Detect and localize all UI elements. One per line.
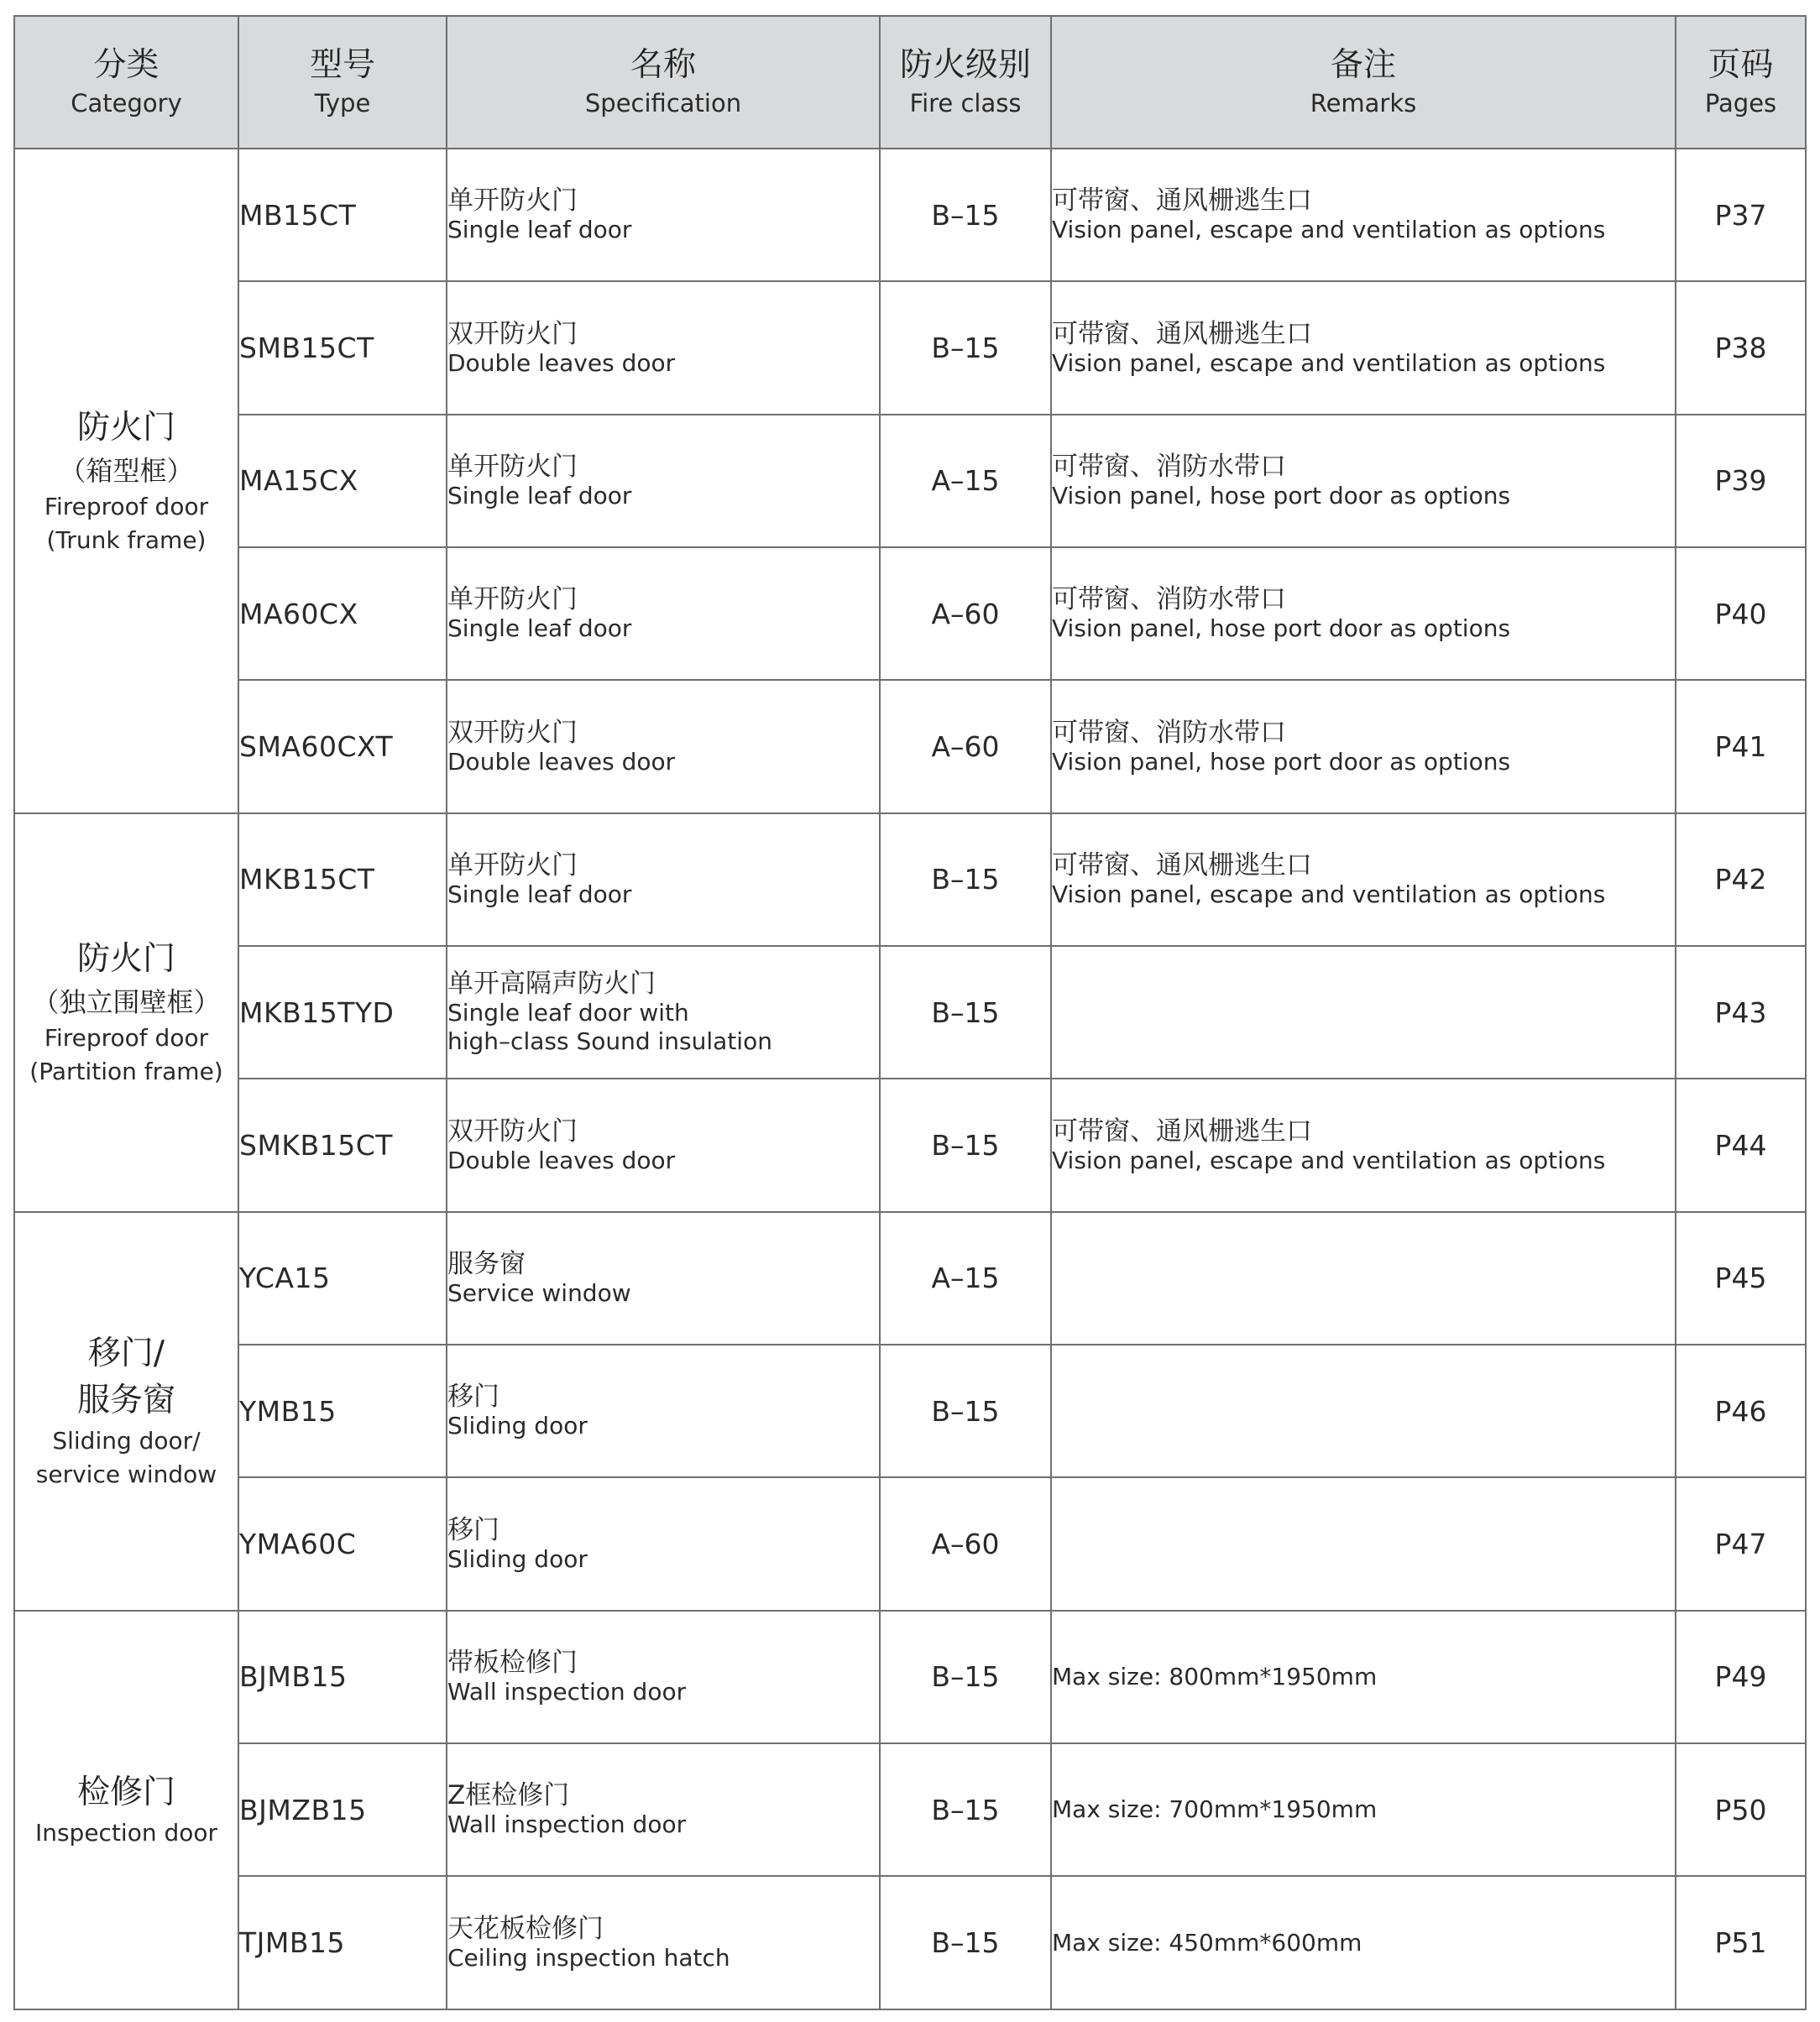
category-cell bbox=[14, 1212, 238, 1611]
specification-en: Double leaves door bbox=[447, 747, 676, 776]
specification-zh: 带板检修门 bbox=[447, 1647, 578, 1678]
specification-en: Double leaves door bbox=[447, 1146, 676, 1174]
table-body bbox=[14, 149, 1806, 2009]
specification-zh: Z框检修门 bbox=[447, 1780, 570, 1811]
type-cell: YMA60C bbox=[238, 1477, 447, 1610]
remarks-cell bbox=[1051, 813, 1676, 946]
specification-en: Sliding door bbox=[447, 1412, 588, 1440]
specification-en: Double leaves door bbox=[447, 348, 676, 377]
remarks-zh: 可带窗、通风栅逃生口 bbox=[1052, 849, 1312, 880]
specification-zh: 双开防火门 bbox=[447, 717, 578, 748]
category-subname-en: (Partition frame) bbox=[29, 1058, 223, 1086]
specification-zh: 天花板检修门 bbox=[447, 1913, 604, 1944]
table-row bbox=[14, 813, 1806, 946]
type-cell: MA15CX bbox=[238, 415, 447, 547]
page-cell: P37 bbox=[1676, 149, 1806, 281]
specification-zh: 单开防火门 bbox=[447, 584, 578, 615]
remarks-zh: 可带窗、通风栅逃生口 bbox=[1052, 1115, 1312, 1147]
product-catalog-table bbox=[13, 15, 1807, 2010]
specification-cell bbox=[447, 1876, 880, 2009]
specification-zh: 单开防火门 bbox=[447, 849, 578, 880]
table-row bbox=[14, 1079, 1806, 1211]
specification-zh: 双开防火门 bbox=[447, 1115, 578, 1147]
table-row bbox=[14, 946, 1806, 1079]
fire-class-cell: A–15 bbox=[880, 1212, 1051, 1345]
type-cell: YCA15 bbox=[238, 1212, 447, 1345]
type-cell: YMB15 bbox=[238, 1345, 447, 1477]
type-cell: MKB15TYD bbox=[238, 946, 447, 1079]
specification-cell bbox=[447, 680, 880, 812]
category-subname-zh: 服务窗 bbox=[76, 1382, 175, 1420]
fire-class-cell: B–15 bbox=[880, 946, 1051, 1079]
remarks-cell bbox=[1051, 415, 1676, 547]
header-specification bbox=[447, 16, 880, 149]
specification-cell bbox=[447, 281, 880, 414]
remarks-zh: 可带窗、通风栅逃生口 bbox=[1052, 318, 1312, 349]
type-cell: SMA60CXT bbox=[238, 680, 447, 812]
header-pages bbox=[1676, 16, 1806, 149]
remarks-cell bbox=[1051, 1212, 1676, 1345]
remarks-cell bbox=[1051, 149, 1676, 281]
remarks-cell bbox=[1051, 547, 1676, 680]
table-row bbox=[14, 1611, 1806, 1743]
table-row bbox=[14, 281, 1806, 414]
specification-en: Single leaf door with bbox=[447, 999, 689, 1027]
remarks-en: Max size: 800mm*1950mm bbox=[1052, 1662, 1378, 1690]
specification-zh: 单开防火门 bbox=[447, 451, 578, 482]
specification-zh: 双开防火门 bbox=[447, 318, 578, 349]
type-cell: TJMB15 bbox=[238, 1876, 447, 2009]
category-cell bbox=[14, 1611, 238, 2009]
specification-en-line2: high–class Sound insulation bbox=[447, 1027, 772, 1056]
type-cell: BJMZB15 bbox=[238, 1743, 447, 1876]
header-remarks bbox=[1051, 16, 1676, 149]
type-cell: BJMB15 bbox=[238, 1611, 447, 1743]
header-remarks-en: Remarks bbox=[1310, 89, 1417, 118]
table-header bbox=[14, 16, 1806, 149]
page-cell: P46 bbox=[1676, 1345, 1806, 1477]
fire-class-cell: B–15 bbox=[880, 1743, 1051, 1876]
specification-cell bbox=[447, 946, 880, 1079]
specification-cell bbox=[447, 547, 880, 680]
specification-cell bbox=[447, 813, 880, 946]
specification-cell bbox=[447, 1743, 880, 1876]
specification-zh: 移门 bbox=[447, 1514, 499, 1545]
table-row bbox=[14, 415, 1806, 547]
fire-class-cell: B–15 bbox=[880, 1345, 1051, 1477]
table-row bbox=[14, 1743, 1806, 1876]
header-fire-class-en: Fire class bbox=[909, 89, 1022, 118]
category-name-zh: 移门/ bbox=[87, 1335, 165, 1373]
category-subname-en: service window bbox=[35, 1460, 217, 1489]
specification-zh: 单开防火门 bbox=[447, 185, 578, 217]
category-subname-zh: （独立围壁框） bbox=[32, 986, 221, 1019]
header-remarks-zh: 备注 bbox=[1330, 46, 1396, 84]
specification-en: Single leaf door bbox=[447, 614, 632, 643]
specification-zh: 服务窗 bbox=[447, 1248, 526, 1279]
header-category-zh: 分类 bbox=[93, 46, 160, 84]
page-cell: P44 bbox=[1676, 1079, 1806, 1211]
table-row bbox=[14, 1212, 1806, 1345]
type-cell: MA60CX bbox=[238, 547, 447, 680]
table-row bbox=[14, 547, 1806, 680]
specification-cell bbox=[447, 1611, 880, 1743]
category-cell bbox=[14, 813, 238, 1212]
header-type-zh: 型号 bbox=[309, 46, 375, 84]
remarks-en: Vision panel, escape and ventilation as options bbox=[1052, 880, 1606, 908]
fire-class-cell: A–60 bbox=[880, 547, 1051, 680]
table-row bbox=[14, 1477, 1806, 1610]
page-cell: P41 bbox=[1676, 680, 1806, 812]
table-row bbox=[14, 1345, 1806, 1477]
remarks-zh: 可带窗、通风栅逃生口 bbox=[1052, 185, 1312, 217]
specification-en: Single leaf door bbox=[447, 880, 632, 908]
type-cell: MKB15CT bbox=[238, 813, 447, 946]
category-name-zh: 防火门 bbox=[76, 940, 175, 979]
specification-en: Service window bbox=[447, 1278, 631, 1307]
category-subname-zh: （箱型框） bbox=[59, 454, 194, 487]
page-cell: P47 bbox=[1676, 1477, 1806, 1610]
page-cell: P49 bbox=[1676, 1611, 1806, 1743]
fire-class-cell: B–15 bbox=[880, 1079, 1051, 1211]
page-cell: P38 bbox=[1676, 281, 1806, 414]
remarks-cell bbox=[1051, 1611, 1676, 1743]
page-cell: P43 bbox=[1676, 946, 1806, 1079]
specification-cell bbox=[447, 1345, 880, 1477]
table-row bbox=[14, 1876, 1806, 2009]
remarks-cell bbox=[1051, 1743, 1676, 1876]
remarks-cell bbox=[1051, 946, 1676, 1079]
specification-en: Wall inspection door bbox=[447, 1810, 687, 1839]
remarks-en: Max size: 700mm*1950mm bbox=[1052, 1795, 1378, 1824]
specification-en: Single leaf door bbox=[447, 216, 632, 244]
specification-cell bbox=[447, 149, 880, 281]
remarks-zh: 可带窗、消防水带口 bbox=[1052, 451, 1286, 482]
specification-cell bbox=[447, 1477, 880, 1610]
category-name-en: Fireproof door bbox=[44, 492, 209, 520]
header-fire-class bbox=[880, 16, 1051, 149]
page-cell: P45 bbox=[1676, 1212, 1806, 1345]
remarks-cell bbox=[1051, 680, 1676, 812]
header-fire-class-zh: 防火级别 bbox=[899, 46, 1031, 84]
specification-cell bbox=[447, 1212, 880, 1345]
table-row bbox=[14, 149, 1806, 281]
remarks-en: Vision panel, hose port door as options bbox=[1052, 747, 1511, 776]
header-category-en: Category bbox=[71, 89, 182, 118]
remarks-zh: 可带窗、消防水带口 bbox=[1052, 717, 1286, 748]
header-pages-en: Pages bbox=[1704, 89, 1777, 118]
page-cell: P50 bbox=[1676, 1743, 1806, 1876]
remarks-cell bbox=[1051, 1345, 1676, 1477]
fire-class-cell: A–15 bbox=[880, 415, 1051, 547]
remarks-en: Vision panel, hose port door as options bbox=[1052, 614, 1511, 643]
category-cell bbox=[14, 149, 238, 813]
category-name-zh: 防火门 bbox=[76, 408, 175, 447]
remarks-en: Vision panel, escape and ventilation as options bbox=[1052, 348, 1606, 377]
fire-class-cell: B–15 bbox=[880, 813, 1051, 946]
specification-en: Wall inspection door bbox=[447, 1677, 687, 1706]
specification-zh: 单开高隔声防火门 bbox=[447, 969, 656, 1000]
fire-class-cell: A–60 bbox=[880, 680, 1051, 812]
remarks-en: Vision panel, hose port door as options bbox=[1052, 481, 1511, 509]
fire-class-cell: B–15 bbox=[880, 149, 1051, 281]
type-cell: MB15CT bbox=[238, 149, 447, 281]
type-cell: SMKB15CT bbox=[238, 1079, 447, 1211]
category-name-en: Fireproof door bbox=[44, 1024, 209, 1053]
specification-zh: 移门 bbox=[447, 1382, 499, 1413]
specification-cell bbox=[447, 1079, 880, 1211]
remarks-cell bbox=[1051, 1477, 1676, 1610]
category-name-zh: 检修门 bbox=[76, 1774, 175, 1812]
header-category bbox=[14, 16, 238, 149]
fire-class-cell: B–15 bbox=[880, 1611, 1051, 1743]
header-pages-zh: 页码 bbox=[1708, 46, 1774, 84]
page-cell: P42 bbox=[1676, 813, 1806, 946]
remarks-en: Vision panel, escape and ventilation as options bbox=[1052, 1146, 1606, 1174]
category-name-en: Sliding door/ bbox=[52, 1427, 201, 1455]
remarks-cell bbox=[1051, 1079, 1676, 1211]
remarks-cell bbox=[1051, 281, 1676, 414]
fire-class-cell: A–60 bbox=[880, 1477, 1051, 1610]
fire-class-cell: B–15 bbox=[880, 281, 1051, 414]
type-cell: SMB15CT bbox=[238, 281, 447, 414]
page-cell: P39 bbox=[1676, 415, 1806, 547]
page-cell: P51 bbox=[1676, 1876, 1806, 2009]
specification-en: Single leaf door bbox=[447, 481, 632, 509]
table-row bbox=[14, 680, 1806, 812]
remarks-en: Max size: 450mm*600mm bbox=[1052, 1928, 1362, 1957]
specification-en: Sliding door bbox=[447, 1544, 588, 1573]
remarks-zh: 可带窗、消防水带口 bbox=[1052, 584, 1286, 615]
header-row bbox=[14, 16, 1806, 149]
header-specification-zh: 名称 bbox=[630, 46, 696, 84]
category-name-en: Inspection door bbox=[34, 1819, 218, 1847]
header-specification-en: Specification bbox=[584, 89, 742, 118]
remarks-cell bbox=[1051, 1876, 1676, 2009]
header-type bbox=[238, 16, 447, 149]
page-cell: P40 bbox=[1676, 547, 1806, 680]
fire-class-cell: B–15 bbox=[880, 1876, 1051, 2009]
specification-cell bbox=[447, 415, 880, 547]
specification-en: Ceiling inspection hatch bbox=[447, 1943, 730, 1972]
category-subname-en: (Trunk frame) bbox=[46, 525, 207, 554]
header-type-en: Type bbox=[314, 89, 371, 118]
remarks-en: Vision panel, escape and ventilation as options bbox=[1052, 216, 1606, 244]
